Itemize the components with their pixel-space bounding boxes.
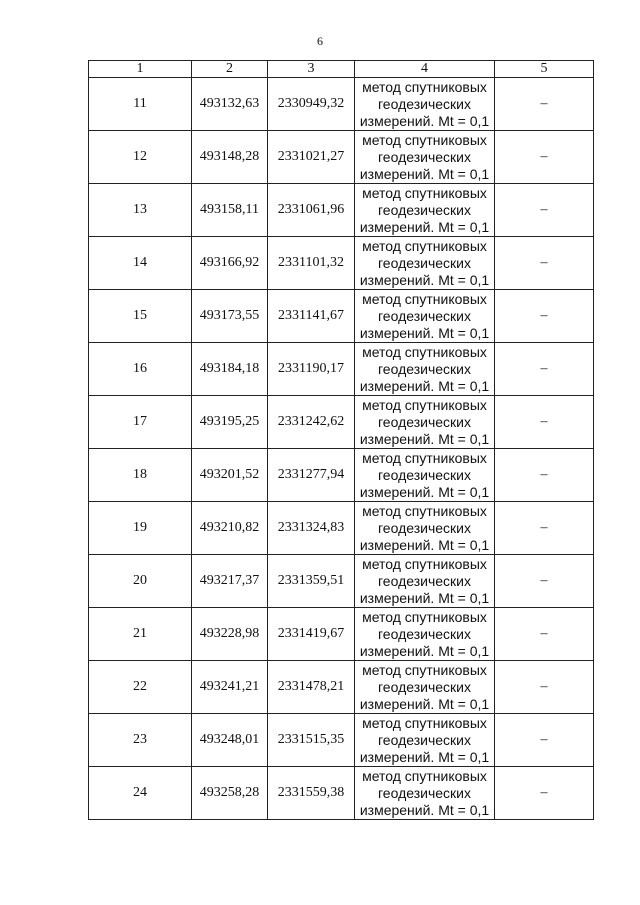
point-number-cell: 24 [89,767,192,820]
method-cell: метод спутниковых геодезических измерений. Mt = 0,1 [355,555,495,608]
page-number: 6 [317,34,323,48]
table-row [89,608,594,661]
note-cell: – [495,237,594,290]
y-coordinate-cell: 2331101,32 [268,237,355,290]
method-cell: метод спутниковых геодезических измерений. Mt = 0,1 [355,343,495,396]
table-row [89,184,594,237]
x-coordinate-cell: 493148,28 [192,131,268,184]
x-coordinate-cell: 493210,82 [192,502,268,555]
point-number-cell: 19 [89,502,192,555]
y-coordinate-cell: 2331242,62 [268,396,355,449]
table-row [89,237,594,290]
method-cell: метод спутниковых геодезических измерений. Mt = 0,1 [355,131,495,184]
x-coordinate-cell: 493258,28 [192,767,268,820]
note-cell: – [495,396,594,449]
x-coordinate-cell: 493241,21 [192,661,268,714]
coordinates-table [88,60,594,820]
note-cell: – [495,78,594,131]
point-number-cell: 12 [89,131,192,184]
table-row [89,131,594,184]
note-cell: – [495,767,594,820]
note-cell: – [495,608,594,661]
column-header-1: 1 [89,61,192,78]
table-row [89,78,594,131]
method-cell: метод спутниковых геодезических измерений. Mt = 0,1 [355,502,495,555]
x-coordinate-cell: 493166,92 [192,237,268,290]
note-cell: – [495,502,594,555]
y-coordinate-cell: 2331190,17 [268,343,355,396]
note-cell: – [495,343,594,396]
y-coordinate-cell: 2331021,27 [268,131,355,184]
column-header-4: 4 [355,61,495,78]
column-header-3: 3 [268,61,355,78]
column-header-2: 2 [192,61,268,78]
table-row [89,502,594,555]
method-cell: метод спутниковых геодезических измерений. Mt = 0,1 [355,396,495,449]
method-cell: метод спутниковых геодезических измерений. Mt = 0,1 [355,290,495,343]
y-coordinate-cell: 2331515,35 [268,714,355,767]
point-number-cell: 14 [89,237,192,290]
table-row [89,449,594,502]
table-body [89,78,594,820]
table-header-row [89,61,594,78]
point-number-cell: 15 [89,290,192,343]
table-row [89,290,594,343]
note-cell: – [495,184,594,237]
x-coordinate-cell: 493195,25 [192,396,268,449]
point-number-cell: 18 [89,449,192,502]
x-coordinate-cell: 493173,55 [192,290,268,343]
method-cell: метод спутниковых геодезических измерений. Mt = 0,1 [355,714,495,767]
point-number-cell: 17 [89,396,192,449]
x-coordinate-cell: 493201,52 [192,449,268,502]
x-coordinate-cell: 493217,37 [192,555,268,608]
note-cell: – [495,555,594,608]
y-coordinate-cell: 2331359,51 [268,555,355,608]
y-coordinate-cell: 2331324,83 [268,502,355,555]
y-coordinate-cell: 2331419,67 [268,608,355,661]
point-number-cell: 11 [89,78,192,131]
method-cell: метод спутниковых геодезических измерений. Mt = 0,1 [355,237,495,290]
note-cell: – [495,714,594,767]
x-coordinate-cell: 493132,63 [192,78,268,131]
table-row [89,661,594,714]
note-cell: – [495,449,594,502]
y-coordinate-cell: 2331141,67 [268,290,355,343]
x-coordinate-cell: 493158,11 [192,184,268,237]
method-cell: метод спутниковых геодезических измерений. Mt = 0,1 [355,767,495,820]
table-row [89,714,594,767]
method-cell: метод спутниковых геодезических измерений. Mt = 0,1 [355,661,495,714]
table-row [89,767,594,820]
table-row [89,555,594,608]
method-cell: метод спутниковых геодезических измерений. Mt = 0,1 [355,449,495,502]
y-coordinate-cell: 2331559,38 [268,767,355,820]
x-coordinate-cell: 493248,01 [192,714,268,767]
method-cell: метод спутниковых геодезических измерений. Mt = 0,1 [355,78,495,131]
method-cell: метод спутниковых геодезических измерений. Mt = 0,1 [355,608,495,661]
table-row [89,396,594,449]
method-cell: метод спутниковых геодезических измерений. Mt = 0,1 [355,184,495,237]
point-number-cell: 21 [89,608,192,661]
column-header-5: 5 [495,61,594,78]
y-coordinate-cell: 2331061,96 [268,184,355,237]
point-number-cell: 16 [89,343,192,396]
table-row [89,343,594,396]
y-coordinate-cell: 2331478,21 [268,661,355,714]
note-cell: – [495,290,594,343]
y-coordinate-cell: 2330949,32 [268,78,355,131]
x-coordinate-cell: 493184,18 [192,343,268,396]
point-number-cell: 22 [89,661,192,714]
point-number-cell: 20 [89,555,192,608]
point-number-cell: 23 [89,714,192,767]
x-coordinate-cell: 493228,98 [192,608,268,661]
note-cell: – [495,661,594,714]
point-number-cell: 13 [89,184,192,237]
note-cell: – [495,131,594,184]
y-coordinate-cell: 2331277,94 [268,449,355,502]
